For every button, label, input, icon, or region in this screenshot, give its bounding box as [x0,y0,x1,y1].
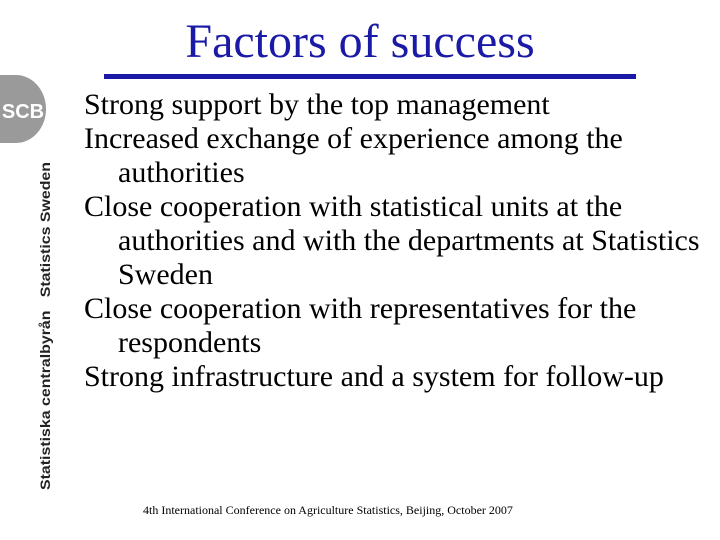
title-underline [104,74,636,79]
side-text: Statistiska centralbyrån Statistics Sweden [37,201,53,490]
bullet-item: Strong infrastructure and a system for follow-up [84,360,664,393]
bullet-item: Close cooperation with statistical units at the authorities and with the departments at Statistics Sweden [84,190,700,291]
scb-logo-icon [0,75,46,143]
slide-footer: 4th International Conference on Agriculture Statistics, Beijing, October 2007 [143,503,513,517]
bullet-item: Increased exchange of experience among the authorities [84,122,623,189]
logo-text: SCB [1,101,45,123]
slide-title: Factors of success [185,15,535,68]
bullet-item: Close cooperation with representatives for the respondents [84,292,637,359]
organization-side-text [34,160,54,490]
bullet-item: Strong support by the top management [84,88,550,121]
bullet-list [84,88,712,394]
